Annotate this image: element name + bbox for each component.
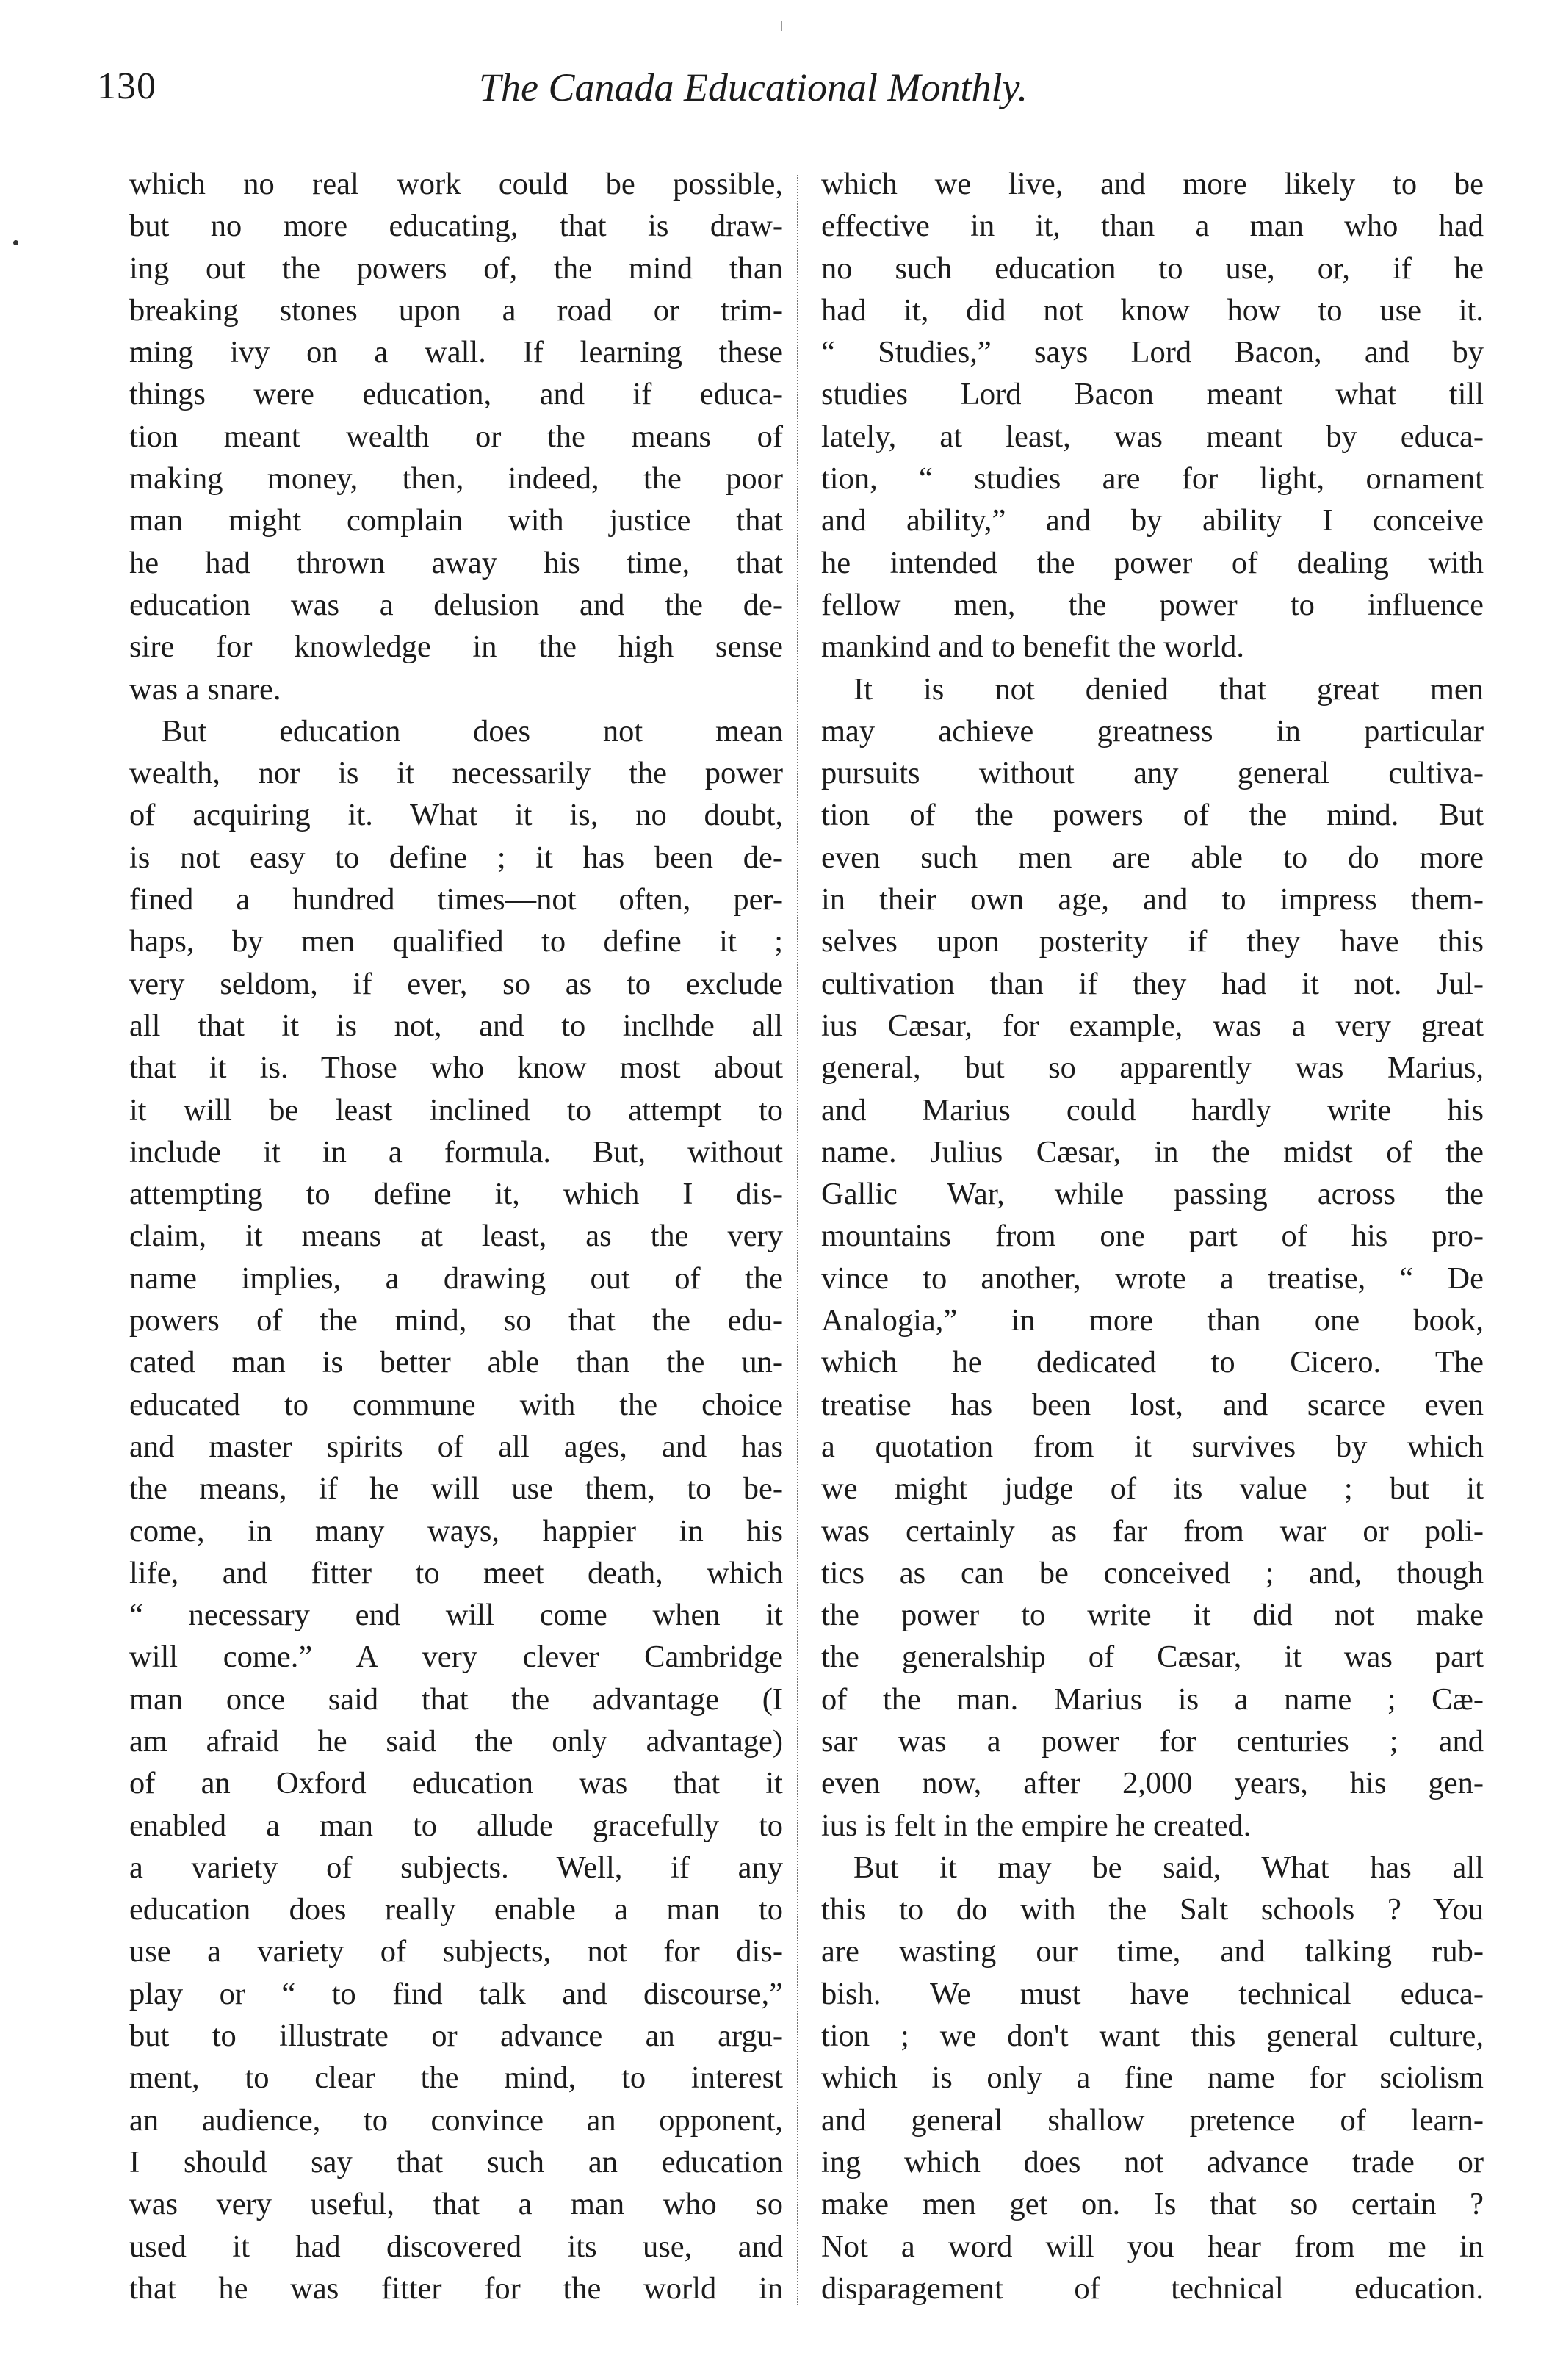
text-line: and general shallow pretence of learn-	[821, 2102, 1484, 2138]
text-line: Gallic War, while passing across the	[821, 1177, 1484, 1212]
text-line: will come.” A very clever Cambridge	[129, 1640, 783, 1675]
text-line: breaking stones upon a road or trim-	[129, 292, 783, 328]
text-line: ment, to clear the mind, to interest	[129, 2060, 783, 2096]
text-line: mankind and to benefit the world.	[821, 630, 1244, 665]
text-line: and Marius could hardly write his	[821, 1092, 1484, 1128]
text-line: disparagement of technical education.	[821, 2271, 1484, 2306]
text-line: man once said that the advantage (I	[129, 1681, 783, 1717]
text-line: I should say that such an education	[129, 2144, 783, 2179]
text-line: a variety of subjects. Well, if any	[129, 1850, 783, 1885]
text-line: was a snare.	[129, 671, 281, 707]
text-line: “ necessary end will come when it	[129, 1598, 783, 1633]
text-line: but no more educating, that is draw-	[129, 209, 783, 244]
page-header	[97, 65, 1492, 131]
text-line: sar was a power for centuries ; and	[821, 1723, 1484, 1759]
text-line: educated to commune with the choice	[129, 1387, 783, 1422]
text-line: he had thrown away his time, that	[129, 545, 783, 580]
text-line: “ Studies,” says Lord Bacon, and by	[821, 335, 1484, 370]
text-line: make men get on. Is that so certain ?	[821, 2187, 1484, 2222]
text-line: had it, did not know how to use it.	[821, 292, 1484, 328]
text-line: Analogia,” in more than one book,	[821, 1303, 1484, 1338]
text-line: haps, by men qualified to define it ;	[129, 924, 783, 959]
text-line: a quotation from it survives by which	[821, 1429, 1484, 1464]
text-line: play or “ to find talk and discourse,”	[129, 1976, 783, 2011]
text-line: include it in a formula. But, without	[129, 1134, 783, 1169]
text-line: was certainly as far from war or poli-	[821, 1513, 1484, 1548]
text-line: making money, then, indeed, the poor	[129, 461, 783, 497]
text-line: bish. We must have technical educa-	[821, 1976, 1484, 2011]
running-title: The Canada Educational Monthly.	[479, 65, 1028, 109]
text-line: the generalship of Cæsar, it was part	[821, 1640, 1484, 1675]
text-line: mountains from one part of his pro-	[821, 1219, 1484, 1254]
text-line: all that it is not, and to inclhde all	[129, 1008, 783, 1043]
text-line: we might judge of its value ; but it	[821, 1471, 1484, 1507]
text-line: used it had discovered its use, and	[129, 2229, 783, 2264]
text-line: he intended the power of dealing with	[821, 545, 1484, 580]
text-line: an audience, to convince an opponent,	[129, 2102, 783, 2138]
text-line: ius is felt in the empire he created.	[821, 1808, 1252, 1843]
text-line: claim, it means at least, as the very	[129, 1219, 783, 1254]
text-line: tion ; we don't want this general culture,	[821, 2019, 1484, 2054]
text-line: powers of the mind, so that the edu-	[129, 1303, 783, 1338]
text-line: general, but so apparently was Marius,	[821, 1050, 1484, 1086]
text-line: effective in it, than a man who had	[821, 209, 1484, 244]
text-line: tion meant wealth or the means of	[129, 419, 783, 454]
text-line: education does really enable a man to	[129, 1892, 783, 1928]
text-line: fellow men, the power to influence	[821, 587, 1484, 622]
text-line: selves upon posterity if they have this	[821, 924, 1484, 959]
text-line: enabled a man to allude gracefully to	[129, 1808, 783, 1843]
left-column	[129, 163, 783, 2309]
text-line: that it is. Those who know most about	[129, 1050, 783, 1086]
text-line: cultivation than if they had it not. Jul-	[821, 966, 1484, 1001]
text-line: which we live, and more likely to be	[821, 167, 1484, 201]
text-line: even now, after 2,000 years, his gen-	[821, 1766, 1484, 1801]
text-line: the power to write it did not make	[821, 1598, 1484, 1633]
text-line: this to do with the Salt schools ? You	[821, 1892, 1484, 1928]
text-line: studies Lord Bacon meant what till	[821, 377, 1484, 412]
text-line: and master spirits of all ages, and has	[129, 1429, 783, 1464]
text-line: which is only a fine name for sciolism	[821, 2060, 1484, 2096]
text-line: life, and fitter to meet death, which	[129, 1555, 783, 1590]
page-number: 130	[97, 65, 156, 107]
text-line: things were education, and if educa-	[129, 377, 783, 412]
text-line: ming ivy on a wall. If learning these	[129, 335, 783, 370]
text-line: man might complain with justice that	[129, 503, 783, 538]
text-line: very seldom, if ever, so as to exclude	[129, 966, 783, 1001]
text-line: come, in many ways, happier in his	[129, 1513, 783, 1548]
text-line: in their own age, and to impress them-	[821, 882, 1484, 917]
text-line: that he was fitter for the world in	[129, 2271, 783, 2306]
text-line: name implies, a drawing out of the	[129, 1261, 783, 1296]
text-line: treatise has been lost, and scarce even	[821, 1387, 1484, 1422]
text-line: cated man is better able than the un-	[129, 1345, 783, 1380]
text-line: ing out the powers of, the mind than	[129, 250, 783, 286]
text-line: vince to another, wrote a treatise, “ De	[821, 1261, 1484, 1296]
text-line: may achieve greatness in particular	[821, 713, 1484, 749]
text-line: ing which does not advance trade or	[821, 2144, 1484, 2179]
text-line: of acquiring it. What it is, no doubt,	[129, 798, 783, 833]
text-line: tion, “ studies are for light, ornament	[821, 461, 1484, 497]
text-line: which no real work could be possible,	[129, 167, 783, 201]
text-line: it will be least inclined to attempt to	[129, 1092, 783, 1128]
print-mark	[781, 21, 782, 31]
text-line: tics as can be conceived ; and, though	[821, 1555, 1484, 1590]
text-line: sire for knowledge in the high sense	[129, 630, 783, 665]
right-column	[821, 163, 1484, 2309]
text-line: of the man. Marius is a name ; Cæ-	[821, 1681, 1484, 1717]
ink-speck	[13, 240, 18, 245]
text-line: use a variety of subjects, not for dis-	[129, 1934, 783, 1969]
text-line: pursuits without any general cultiva-	[821, 756, 1484, 791]
text-line: the means, if he will use them, to be-	[129, 1471, 783, 1507]
text-line: but to illustrate or advance an argu-	[129, 2019, 783, 2054]
text-line: education was a delusion and the de-	[129, 587, 783, 622]
paragraph-start: But it may be said, What has all	[853, 1850, 1484, 1885]
text-line: wealth, nor is it necessarily the power	[129, 756, 783, 791]
text-line: tion of the powers of the mind. But	[821, 798, 1484, 833]
text-line: lately, at least, was meant by educa-	[821, 419, 1484, 454]
text-line: name. Julius Cæsar, in the midst of the	[821, 1134, 1484, 1169]
text-line: was very useful, that a man who so	[129, 2187, 783, 2222]
text-line: attempting to define it, which I dis-	[129, 1177, 783, 1212]
text-line: even such men are able to do more	[821, 840, 1484, 875]
text-line: are wasting our time, and talking rub-	[821, 1934, 1484, 1969]
text-line: fined a hundred times—not often, per-	[129, 882, 783, 917]
text-line: ius Cæsar, for example, was a very great	[821, 1008, 1484, 1043]
text-line: am afraid he said the only advantage)	[129, 1723, 783, 1759]
text-line: is not easy to define ; it has been de-	[129, 840, 783, 875]
text-line: no such education to use, or, if he	[821, 250, 1484, 286]
text-line: and ability,” and by ability I conceive	[821, 503, 1484, 538]
text-line: Not a word will you hear from me in	[821, 2229, 1484, 2264]
paragraph-start: It is not denied that great men	[853, 671, 1484, 707]
column-divider	[797, 175, 798, 2305]
text-line: which he dedicated to Cicero. The	[821, 1345, 1484, 1380]
text-line: of an Oxford education was that it	[129, 1766, 783, 1801]
paragraph-start: But education does not mean	[162, 713, 783, 749]
